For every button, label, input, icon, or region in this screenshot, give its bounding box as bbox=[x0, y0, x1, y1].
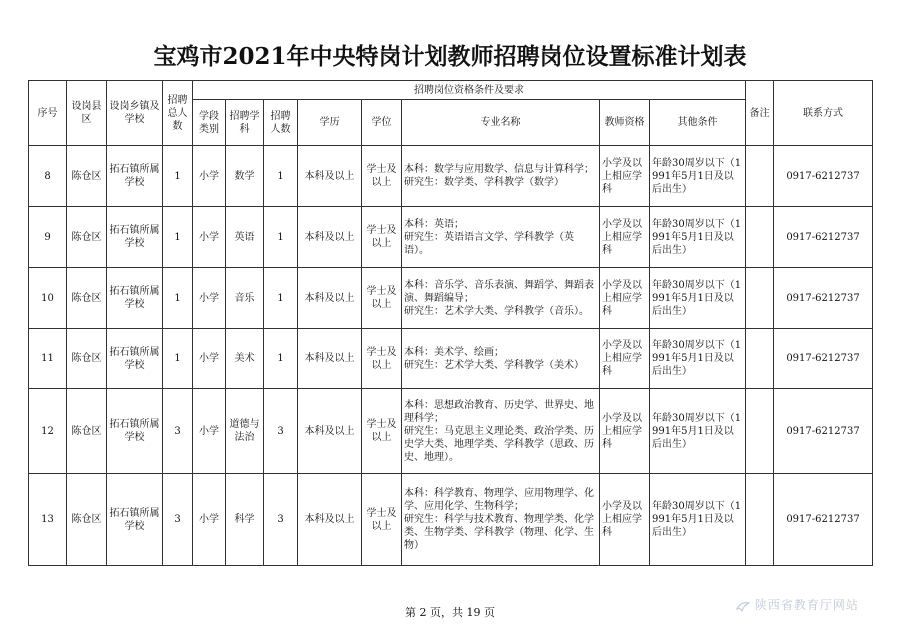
cell-stage: 小学 bbox=[193, 389, 226, 474]
header-stage: 学段类别 bbox=[193, 100, 226, 146]
cell-degree: 学士及以上 bbox=[362, 329, 402, 389]
cell-education: 本科及以上 bbox=[298, 268, 362, 329]
cell-degree: 学士及以上 bbox=[362, 268, 402, 329]
cell-total: 1 bbox=[163, 207, 193, 268]
cell-total: 1 bbox=[163, 329, 193, 389]
cell-teacher-qual: 小学及以上相应学科 bbox=[600, 207, 650, 268]
cell-remark bbox=[746, 329, 774, 389]
header-major: 专业名称 bbox=[402, 100, 600, 146]
watermark-text: 陕西省教育厅网站 bbox=[754, 598, 859, 612]
cell-degree: 学士及以上 bbox=[362, 389, 402, 474]
table-row bbox=[29, 207, 873, 268]
header-requirements-group: 招聘岗位资格条件及要求 bbox=[193, 81, 746, 100]
cell-seq: 13 bbox=[29, 474, 67, 566]
header-town-school: 设岗乡镇及学校 bbox=[107, 81, 163, 146]
cell-other: 年龄30周岁以下（1991年5月1日及以后出生） bbox=[650, 207, 746, 268]
cell-other: 年龄30周岁以下（1991年5月1日及以后出生） bbox=[650, 389, 746, 474]
cell-seq: 12 bbox=[29, 389, 67, 474]
cell-contact: 0917-6212737 bbox=[774, 207, 873, 268]
cell-stage: 小学 bbox=[193, 474, 226, 566]
cell-county: 陈仓区 bbox=[67, 146, 107, 207]
cell-seq: 9 bbox=[29, 207, 67, 268]
cell-remark bbox=[746, 474, 774, 566]
recruitment-plan-table bbox=[28, 80, 873, 566]
cell-subject: 音乐 bbox=[226, 268, 264, 329]
cell-school: 拓石镇所属学校 bbox=[107, 329, 163, 389]
cell-school: 拓石镇所属学校 bbox=[107, 474, 163, 566]
table-row bbox=[29, 268, 873, 329]
cell-degree: 学士及以上 bbox=[362, 207, 402, 268]
cell-education: 本科及以上 bbox=[298, 389, 362, 474]
cell-total: 1 bbox=[163, 146, 193, 207]
cell-major: 本科：音乐学、音乐表演、舞蹈学、舞蹈表演、舞蹈编导； 研究生：艺术学大类、学科教学（音乐）。 bbox=[402, 268, 600, 329]
cell-county: 陈仓区 bbox=[67, 389, 107, 474]
header-teacher-qual: 教师资格 bbox=[600, 100, 650, 146]
cell-county: 陈仓区 bbox=[67, 207, 107, 268]
cell-count: 1 bbox=[264, 268, 298, 329]
cell-stage: 小学 bbox=[193, 268, 226, 329]
cell-teacher-qual: 小学及以上相应学科 bbox=[600, 389, 650, 474]
cell-subject: 美术 bbox=[226, 329, 264, 389]
cell-contact: 0917-6212737 bbox=[774, 474, 873, 566]
cell-seq: 11 bbox=[29, 329, 67, 389]
header-subject: 招聘学科 bbox=[226, 100, 264, 146]
cell-other: 年龄30周岁以下（1991年5月1日及以后出生） bbox=[650, 329, 746, 389]
cell-count: 3 bbox=[264, 389, 298, 474]
cell-contact: 0917-6212737 bbox=[774, 329, 873, 389]
header-total: 招聘总人数 bbox=[163, 81, 193, 146]
cell-remark bbox=[746, 268, 774, 329]
table-row bbox=[29, 474, 873, 566]
cell-school: 拓石镇所属学校 bbox=[107, 146, 163, 207]
cell-education: 本科及以上 bbox=[298, 329, 362, 389]
cell-major: 本科：科学教育、物理学、应用物理学、化学、应用化学、生物科学； 研究生：科学与技术教育、物理学类、化学类、生物学类、学科教学（物理、化学、生物） bbox=[402, 474, 600, 566]
table-row bbox=[29, 146, 873, 207]
table-row bbox=[29, 329, 873, 389]
cell-teacher-qual: 小学及以上相应学科 bbox=[600, 474, 650, 566]
cell-stage: 小学 bbox=[193, 207, 226, 268]
cell-other: 年龄30周岁以下（1991年5月1日及以后出生） bbox=[650, 268, 746, 329]
cell-contact: 0917-6212737 bbox=[774, 146, 873, 207]
cell-major: 本科：英语； 研究生：英语语言文学、学科教学（英语）。 bbox=[402, 207, 600, 268]
header-county: 设岗县区 bbox=[67, 81, 107, 146]
header-other: 其他条件 bbox=[650, 100, 746, 146]
cell-total: 3 bbox=[163, 474, 193, 566]
cell-stage: 小学 bbox=[193, 329, 226, 389]
header-row-1 bbox=[29, 81, 873, 100]
cell-seq: 8 bbox=[29, 146, 67, 207]
cell-teacher-qual: 小学及以上相应学科 bbox=[600, 268, 650, 329]
cell-school: 拓石镇所属学校 bbox=[107, 389, 163, 474]
cell-school: 拓石镇所属学校 bbox=[107, 207, 163, 268]
cell-major: 本科：思想政治教育、历史学、世界史、地理科学； 研究生：马克思主义理论类、政治学类、历史学大类、地理学类、学科教学（思政、历史、地理）。 bbox=[402, 389, 600, 474]
cell-count: 1 bbox=[264, 207, 298, 268]
cell-remark bbox=[746, 389, 774, 474]
cell-seq: 10 bbox=[29, 268, 67, 329]
cell-education: 本科及以上 bbox=[298, 474, 362, 566]
cell-school: 拓石镇所属学校 bbox=[107, 268, 163, 329]
header-education: 学历 bbox=[298, 100, 362, 146]
header-degree: 学位 bbox=[362, 100, 402, 146]
watermark bbox=[736, 596, 859, 613]
cell-county: 陈仓区 bbox=[67, 474, 107, 566]
cell-education: 本科及以上 bbox=[298, 207, 362, 268]
cell-county: 陈仓区 bbox=[67, 268, 107, 329]
cell-county: 陈仓区 bbox=[67, 329, 107, 389]
cell-teacher-qual: 小学及以上相应学科 bbox=[600, 329, 650, 389]
cell-total: 3 bbox=[163, 389, 193, 474]
cell-count: 1 bbox=[264, 146, 298, 207]
cell-contact: 0917-6212737 bbox=[774, 389, 873, 474]
cell-stage: 小学 bbox=[193, 146, 226, 207]
cell-other: 年龄30周岁以下（1991年5月1日及以后出生） bbox=[650, 146, 746, 207]
cell-degree: 学士及以上 bbox=[362, 474, 402, 566]
cell-subject: 道德与法治 bbox=[226, 389, 264, 474]
cell-teacher-qual: 小学及以上相应学科 bbox=[600, 146, 650, 207]
document-title: 宝鸡市2021年中央特岗计划教师招聘岗位设置标准计划表 bbox=[153, 43, 747, 70]
cell-other: 年龄30周岁以下（1991年5月1日及以后出生） bbox=[650, 474, 746, 566]
page-footer: 第 2 页，共 19 页 bbox=[405, 606, 495, 619]
cell-major: 本科：美术学、绘画； 研究生：艺术学大类、学科教学（美术） bbox=[402, 329, 600, 389]
watermark-logo-icon bbox=[736, 600, 750, 612]
table-row bbox=[29, 389, 873, 474]
cell-major: 本科：数学与应用数学、信息与计算科学； 研究生：数学类、学科教学（数学） bbox=[402, 146, 600, 207]
header-seq: 序号 bbox=[29, 81, 67, 146]
header-remark: 备注 bbox=[746, 81, 774, 146]
header-contact: 联系方式 bbox=[774, 81, 873, 146]
header-count: 招聘人数 bbox=[264, 100, 298, 146]
cell-education: 本科及以上 bbox=[298, 146, 362, 207]
cell-count: 3 bbox=[264, 474, 298, 566]
cell-remark bbox=[746, 146, 774, 207]
cell-count: 1 bbox=[264, 329, 298, 389]
cell-degree: 学士及以上 bbox=[362, 146, 402, 207]
cell-subject: 英语 bbox=[226, 207, 264, 268]
cell-total: 1 bbox=[163, 268, 193, 329]
cell-contact: 0917-6212737 bbox=[774, 268, 873, 329]
cell-remark bbox=[746, 207, 774, 268]
cell-subject: 数学 bbox=[226, 146, 264, 207]
cell-subject: 科学 bbox=[226, 474, 264, 566]
